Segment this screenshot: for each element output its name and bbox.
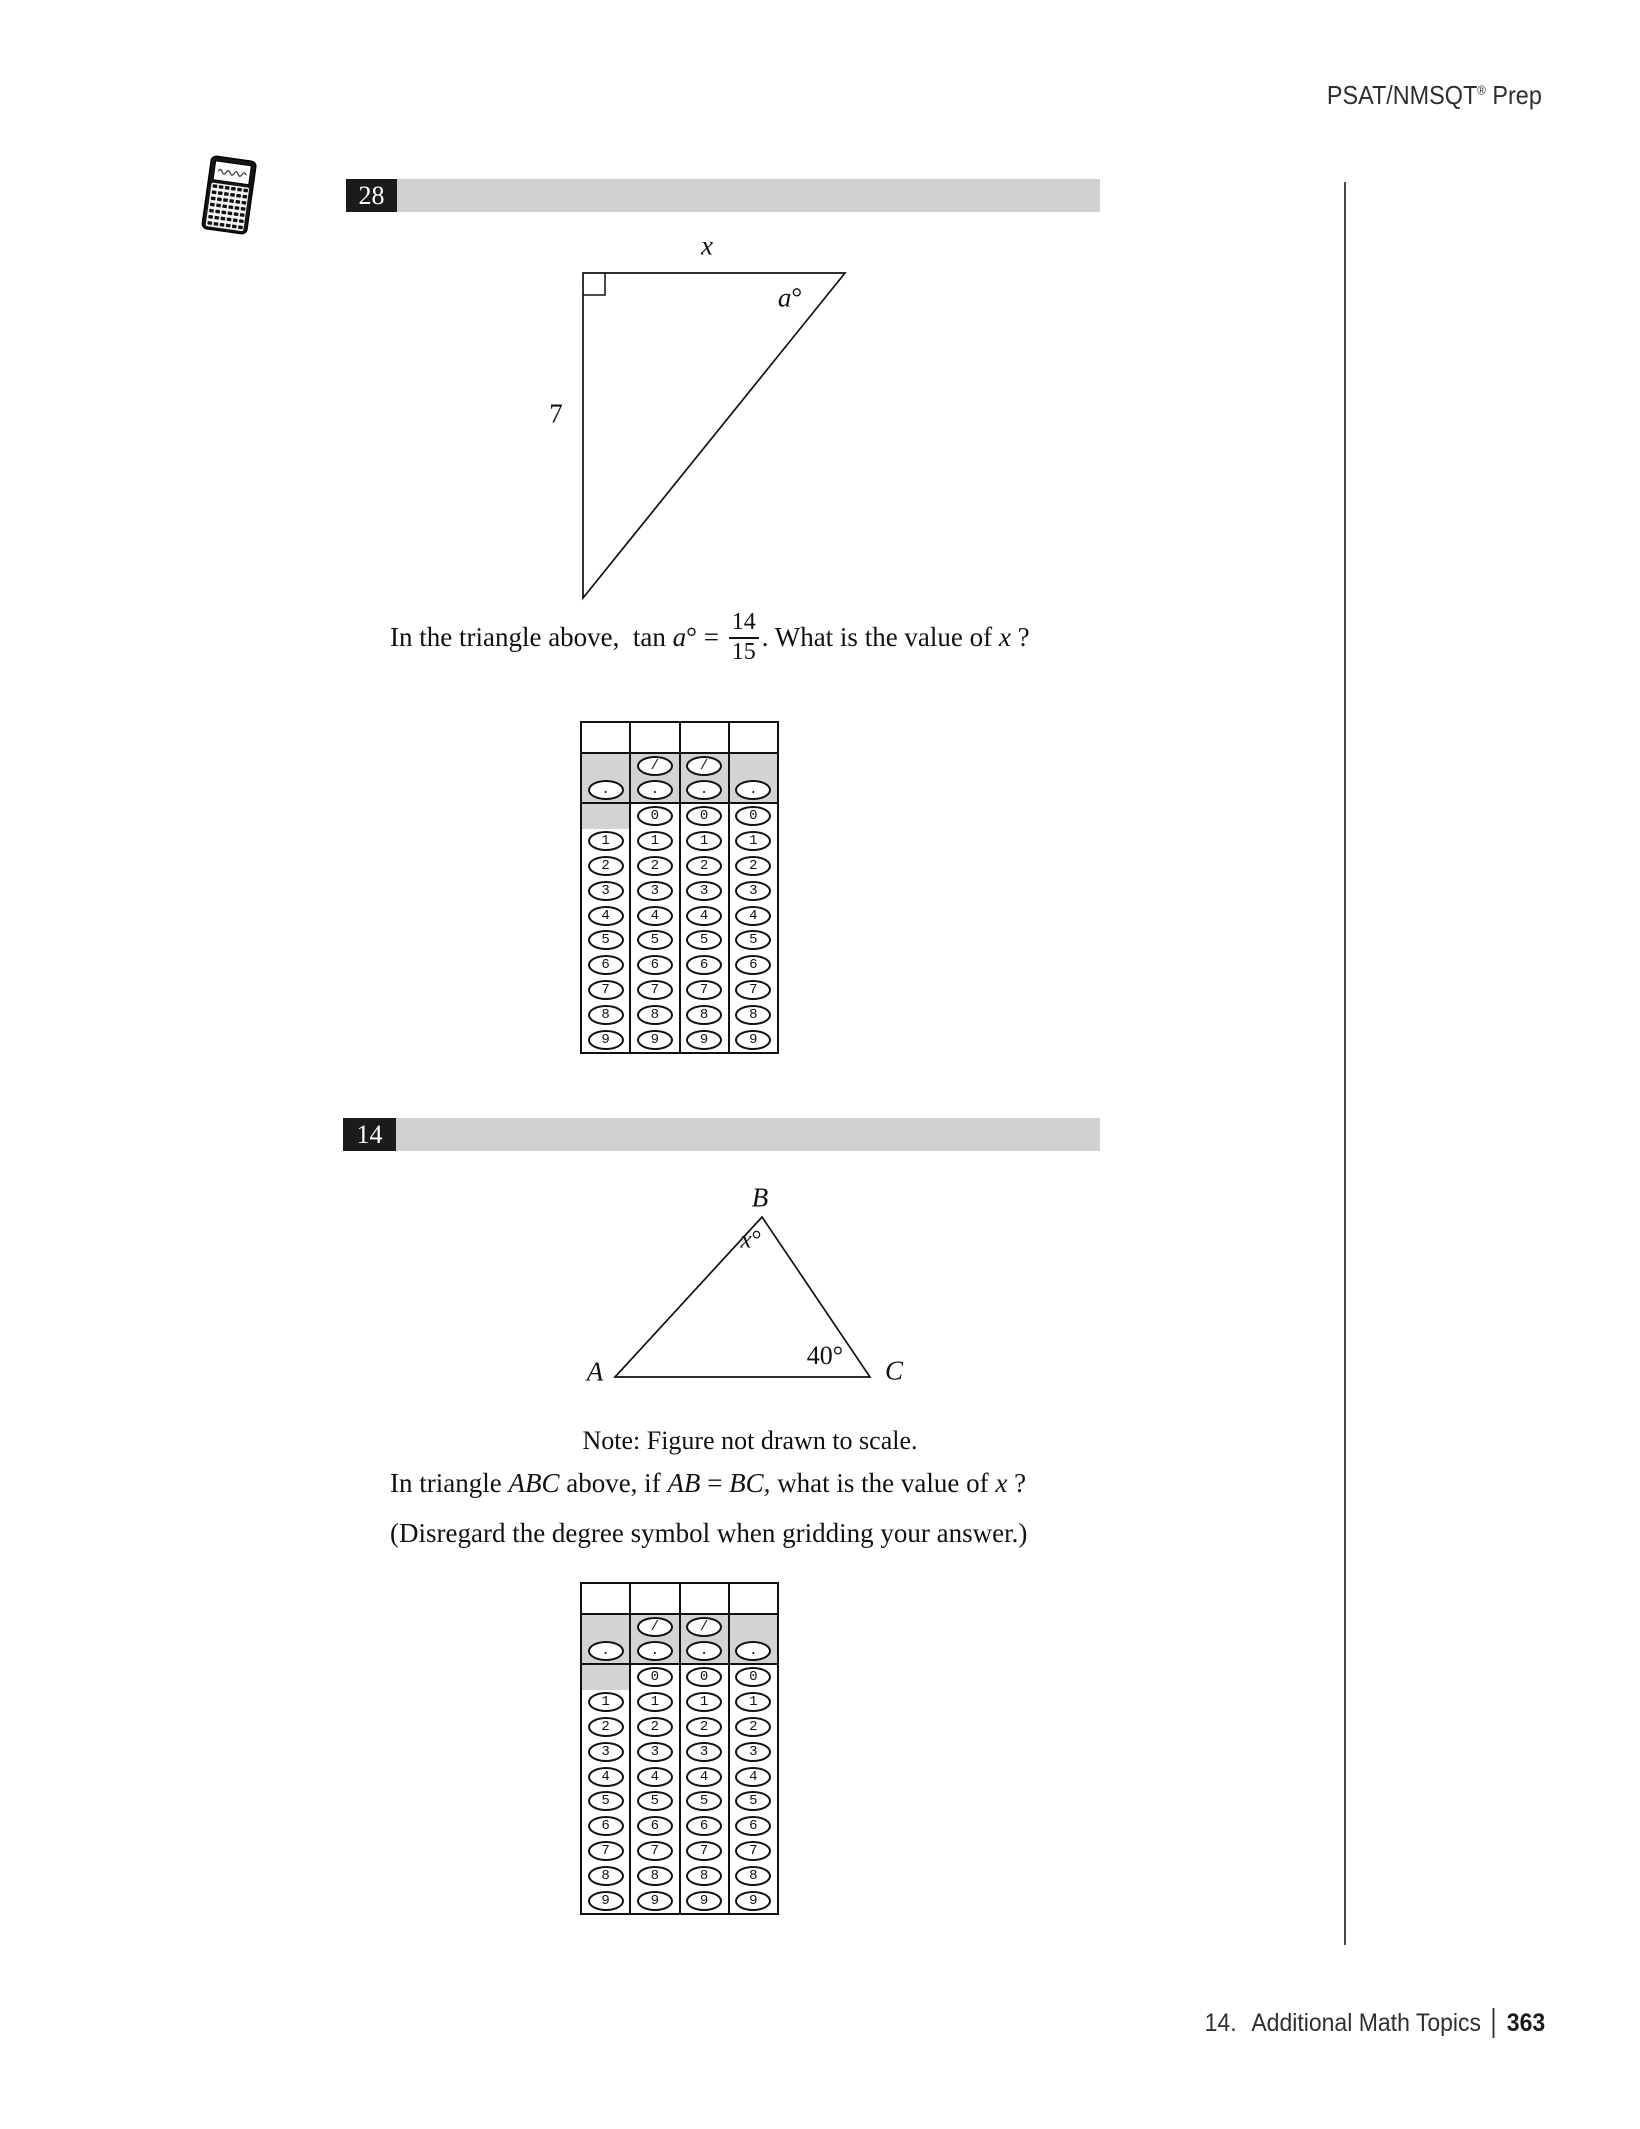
bubble-digit-5[interactable]: 5 [686,930,722,950]
slash-slot [582,754,629,778]
q14-text-4: what is the value of [770,1468,996,1498]
question-14-number: 14 [356,1119,383,1149]
bubble-digit-6[interactable]: 6 [588,955,624,975]
q14-bc: BC, [729,1468,771,1498]
digit-bubbles [681,804,728,1052]
label-side-7: 7 [549,398,563,429]
label-angle-a: a° [777,282,803,313]
bubble-digit-3[interactable]: 3 [686,1742,722,1762]
digit-cell [582,1863,629,1888]
footer-chapter-title: Additional Math Topics [1251,2008,1481,2037]
bubble-decimal-point[interactable]: . [686,780,722,800]
digit-cell [582,928,629,953]
digit-bubbles [631,1665,678,1913]
bubble-digit-1[interactable]: 1 [735,831,771,851]
answer-writein-cell[interactable] [730,723,777,754]
bubble-digit-3[interactable]: 3 [588,881,624,901]
footer-divider [1493,2008,1495,2038]
bubble-digit-8[interactable]: 8 [735,1005,771,1025]
decimal-slot [582,778,629,802]
grid-column-4 [730,723,777,1052]
symbol-row [681,1615,728,1665]
bubble-digit-1[interactable]: 1 [588,1692,624,1712]
digit-cell [631,1764,678,1789]
digit-cell [730,829,777,854]
digit-cell [730,804,777,829]
q14-var-x: x [995,1468,1008,1498]
answer-writein-cell[interactable] [582,723,629,754]
bubble-fraction-slash[interactable]: / [637,1617,673,1637]
bubble-digit-1[interactable]: 1 [735,1692,771,1712]
bubble-digit-1[interactable]: 1 [637,831,673,851]
digit-cell [681,1839,728,1864]
digit-cell [631,1715,678,1740]
bubble-digit-7[interactable]: 7 [637,980,673,1000]
bubble-digit-7[interactable]: 7 [686,980,722,1000]
triangle-abc-diagram [555,1182,925,1395]
bubble-digit-7[interactable]: 7 [588,980,624,1000]
fraction-14-15 [729,610,759,666]
bubble-digit-5[interactable]: 5 [637,1791,673,1811]
bubble-digit-6[interactable]: 6 [735,955,771,975]
bubble-digit-7[interactable]: 7 [735,980,771,1000]
digit-cell [681,1863,728,1888]
question-14-text-line2 [390,1516,1027,1551]
digit-cell [582,1739,629,1764]
bubble-digit-3[interactable]: 3 [735,1742,771,1762]
bubble-digit-0[interactable]: 0 [637,806,673,826]
decimal-slot [631,1639,678,1663]
bubble-digit-7[interactable]: 7 [588,1841,624,1861]
bubble-digit-4[interactable]: 4 [735,1767,771,1787]
label-vertex-B: B [751,1182,769,1213]
decimal-slot [681,1639,728,1663]
bubble-digit-5[interactable]: 5 [686,1791,722,1811]
digit-cell [730,1764,777,1789]
answer-writein-cell[interactable] [681,723,728,754]
digit-cell [681,878,728,903]
bubble-digit-4[interactable]: 4 [637,906,673,926]
bubble-digit-0[interactable]: 0 [735,806,771,826]
bubble-digit-6[interactable]: 6 [686,1816,722,1836]
bubble-digit-1[interactable]: 1 [637,1692,673,1712]
bubble-digit-6[interactable]: 6 [735,1816,771,1836]
triangle-abc-svg [555,1182,925,1395]
fraction-denominator: 15 [731,639,756,665]
question-28-number-box [346,179,397,212]
bubble-digit-8[interactable]: 8 [735,1866,771,1886]
slash-slot [631,754,678,778]
symbol-row [582,1615,629,1665]
digit-cell [631,1888,678,1913]
bubble-digit-1[interactable]: 1 [686,831,722,851]
digit-bubbles [582,804,629,1052]
digit-cell [582,978,629,1003]
bubble-digit-8[interactable]: 8 [686,1005,722,1025]
digit-cell [681,1888,728,1913]
bubble-digit-2[interactable]: 2 [735,856,771,876]
bubble-digit-6[interactable]: 6 [588,1816,624,1836]
digit-cell [681,1789,728,1814]
q14-text-5: ? [1007,1468,1027,1498]
symbol-row [631,754,678,804]
grid-in-answer-q28 [580,721,779,1054]
answer-writein-cell[interactable] [631,1584,678,1615]
q28-degree-symbol: ° [686,622,697,653]
empty-zero-cell [582,804,629,829]
q14-disregard-note: (Disregard the degree symbol when gridding your answer.) [390,1518,1028,1548]
bubble-decimal-point[interactable]: . [637,1641,673,1661]
digit-cell [631,804,678,829]
digit-cell [681,1002,728,1027]
bubble-digit-8[interactable]: 8 [637,1866,673,1886]
empty-zero-cell [582,1665,629,1690]
digit-cell [681,1814,728,1839]
bubble-digit-4[interactable]: 4 [686,906,722,926]
digit-cell [631,1839,678,1864]
digit-cell [730,1839,777,1864]
answer-writein-cell[interactable] [681,1584,728,1615]
q14-text-1: In triangle [390,1468,509,1498]
bubble-digit-4[interactable]: 4 [588,1767,624,1787]
calculator-icon [200,154,258,237]
digit-bubbles [730,1665,777,1913]
digit-cell [582,1027,629,1052]
answer-writein-cell[interactable] [631,723,678,754]
bubble-digit-9[interactable]: 9 [637,1030,673,1050]
page-footer [1204,2008,1545,2038]
digit-cell [681,1764,728,1789]
digit-cell [582,1789,629,1814]
symbol-row [730,754,777,804]
bubble-digit-8[interactable]: 8 [588,1866,624,1886]
bubble-decimal-point[interactable]: . [637,780,673,800]
question-28-number: 28 [358,180,385,210]
digit-cell [631,854,678,879]
digit-cell [631,903,678,928]
bubble-digit-5[interactable]: 5 [588,1791,624,1811]
digit-cell [631,1690,678,1715]
bubble-digit-6[interactable]: 6 [637,955,673,975]
digit-cell [631,878,678,903]
digit-cell [730,1888,777,1913]
digit-cell [730,903,777,928]
slash-slot [582,1615,629,1639]
bubble-digit-3[interactable]: 3 [637,1742,673,1762]
digit-cell [582,1839,629,1864]
symbol-row [681,754,728,804]
digit-bubbles [582,1665,629,1913]
question-14-number-box [343,1118,396,1151]
digit-cell [582,854,629,879]
question-28-header-bar [397,179,1100,212]
digit-cell [730,1863,777,1888]
q28-text-end: ? [1010,622,1030,653]
q28-var-x: x [998,622,1011,653]
footer-page-number: 363 [1506,2008,1545,2037]
digit-cell [730,1027,777,1052]
digit-cell [681,1665,728,1690]
symbol-row [582,754,629,804]
bubble-digit-5[interactable]: 5 [735,1791,771,1811]
bubble-digit-0[interactable]: 0 [637,1667,673,1687]
digit-cell [681,1739,728,1764]
grid-column-4 [730,1584,777,1913]
page-header-brand [1327,80,1542,111]
answer-writein-cell[interactable] [730,1584,777,1615]
digit-cell [631,1002,678,1027]
digit-cell [582,1715,629,1740]
decimal-slot [631,778,678,802]
digit-cell [582,1002,629,1027]
bubble-digit-5[interactable]: 5 [735,930,771,950]
bubble-digit-1[interactable]: 1 [588,831,624,851]
q14-text-3: = [700,1468,730,1498]
grid-column-1 [582,1584,631,1913]
footer-chapter-number: 14. [1204,2008,1237,2037]
bubble-digit-9[interactable]: 9 [588,1030,624,1050]
column-divider-rule [1344,182,1346,1945]
label-vertex-A: A [586,1356,604,1387]
q28-angle-var: a [672,622,687,653]
digit-bubbles [631,804,678,1052]
figure-note: Note: Figure not drawn to scale. [582,1426,918,1455]
slash-slot [730,1615,777,1639]
q28-equals: = [696,622,726,653]
question-28-text [390,600,1030,676]
q28-text-prefix: In the triangle above, tan [390,622,673,653]
registered-mark: ® [1477,82,1487,98]
bubble-digit-5[interactable]: 5 [588,930,624,950]
digit-cell [681,854,728,879]
bubble-fraction-slash[interactable]: / [637,756,673,776]
grid-column-1 [582,723,631,1052]
digit-bubbles [681,1665,728,1913]
bubble-digit-0[interactable]: 0 [686,806,722,826]
question-14-text-line1 [390,1466,1026,1501]
label-angle-40: 40° [806,1341,844,1370]
digit-cell [681,903,728,928]
digit-cell [730,928,777,953]
grid-column-2 [631,723,680,1052]
slash-slot [631,1615,678,1639]
bubble-decimal-point[interactable]: . [588,780,624,800]
digit-cell [681,1715,728,1740]
q14-abc: ABC [508,1468,560,1498]
bubble-digit-9[interactable]: 9 [637,1891,673,1911]
grid-column-3 [681,723,730,1052]
digit-cell [582,1764,629,1789]
digit-cell [730,1715,777,1740]
grid-column-2 [631,1584,680,1913]
digit-cell [631,1027,678,1052]
bubble-digit-5[interactable]: 5 [637,930,673,950]
bubble-digit-2[interactable]: 2 [588,856,624,876]
bubble-digit-3[interactable]: 3 [637,881,673,901]
bubble-digit-4[interactable]: 4 [637,1767,673,1787]
decimal-slot [582,1639,629,1663]
decimal-slot [730,1639,777,1663]
bubble-digit-4[interactable]: 4 [735,906,771,926]
bubble-digit-7[interactable]: 7 [637,1841,673,1861]
decimal-slot [730,778,777,802]
digit-cell [582,903,629,928]
bubble-fraction-slash[interactable]: / [686,756,722,776]
label-side-x: x [701,230,713,261]
bubble-digit-2[interactable]: 2 [735,1717,771,1737]
digit-cell [730,1814,777,1839]
bubble-digit-3[interactable]: 3 [735,881,771,901]
bubble-digit-7[interactable]: 7 [735,1841,771,1861]
bubble-digit-3[interactable]: 3 [686,881,722,901]
bubble-digit-9[interactable]: 9 [735,1891,771,1911]
digit-cell [681,953,728,978]
bubble-digit-2[interactable]: 2 [588,1717,624,1737]
digit-cell [730,1789,777,1814]
digit-cell [582,1888,629,1913]
fraction-numerator: 14 [729,610,759,639]
digit-cell [681,1027,728,1052]
digit-cell [730,854,777,879]
q14-text-2: above, if [559,1468,668,1498]
digit-cell [681,804,728,829]
bubble-digit-8[interactable]: 8 [686,1866,722,1886]
digit-cell [582,953,629,978]
bubble-digit-0[interactable]: 0 [686,1667,722,1687]
digit-cell [631,953,678,978]
bubble-decimal-point[interactable]: . [735,1641,771,1661]
bubble-digit-0[interactable]: 0 [735,1667,771,1687]
digit-cell [730,978,777,1003]
digit-cell [582,1690,629,1715]
digit-cell [681,978,728,1003]
bubble-digit-2[interactable]: 2 [637,1717,673,1737]
bubble-digit-3[interactable]: 3 [588,1742,624,1762]
digit-cell [582,878,629,903]
digit-cell [631,978,678,1003]
digit-cell [631,1863,678,1888]
digit-cell [730,953,777,978]
bubble-decimal-point[interactable]: . [735,780,771,800]
digit-cell [730,878,777,903]
bubble-digit-1[interactable]: 1 [686,1692,722,1712]
slash-slot [681,1615,728,1639]
symbol-row [631,1615,678,1665]
digit-cell [582,1814,629,1839]
digit-cell [730,1665,777,1690]
decimal-slot [681,778,728,802]
q14-ab: AB [667,1468,701,1498]
bubble-digit-8[interactable]: 8 [588,1005,624,1025]
right-triangle-diagram [540,232,870,607]
slash-slot [681,754,728,778]
digit-cell [730,1739,777,1764]
bubble-digit-9[interactable]: 9 [686,1030,722,1050]
bubble-digit-8[interactable]: 8 [637,1005,673,1025]
digit-bubbles [730,804,777,1052]
digit-cell [582,829,629,854]
bubble-digit-6[interactable]: 6 [686,955,722,975]
right-triangle-svg [540,232,870,607]
digit-cell [631,1789,678,1814]
digit-cell [631,829,678,854]
bubble-decimal-point[interactable]: . [588,1641,624,1661]
bubble-decimal-point[interactable]: . [686,1641,722,1661]
bubble-digit-2[interactable]: 2 [637,856,673,876]
digit-cell [631,928,678,953]
brand-main: PSAT/NMSQT [1327,80,1478,110]
grid-in-answer-q14 [580,1582,779,1915]
bubble-digit-9[interactable]: 9 [588,1891,624,1911]
q28-text-mid: . What is the value of [761,622,999,653]
digit-cell [631,1739,678,1764]
label-angle-x: x° [740,1226,762,1254]
bubble-digit-2[interactable]: 2 [686,856,722,876]
slash-slot [730,754,777,778]
triangle-outline [583,273,845,598]
digit-cell [681,1690,728,1715]
digit-cell [631,1814,678,1839]
digit-cell [730,1690,777,1715]
bubble-fraction-slash[interactable]: / [686,1617,722,1637]
bubble-digit-6[interactable]: 6 [637,1816,673,1836]
digit-cell [681,928,728,953]
digit-cell [730,1002,777,1027]
digit-cell [681,829,728,854]
symbol-row [730,1615,777,1665]
question-14-header-bar [396,1118,1100,1151]
bubble-digit-9[interactable]: 9 [735,1030,771,1050]
bubble-digit-7[interactable]: 7 [686,1841,722,1861]
bubble-digit-2[interactable]: 2 [686,1717,722,1737]
answer-writein-cell[interactable] [582,1584,629,1615]
digit-cell [631,1665,678,1690]
bubble-digit-9[interactable]: 9 [686,1891,722,1911]
right-angle-marker [583,273,605,295]
label-vertex-C: C [884,1355,904,1386]
bubble-digit-4[interactable]: 4 [588,906,624,926]
calculator-icon-svg [200,154,258,237]
grid-column-3 [681,1584,730,1913]
bubble-digit-4[interactable]: 4 [686,1767,722,1787]
brand-suffix: Prep [1486,80,1542,110]
